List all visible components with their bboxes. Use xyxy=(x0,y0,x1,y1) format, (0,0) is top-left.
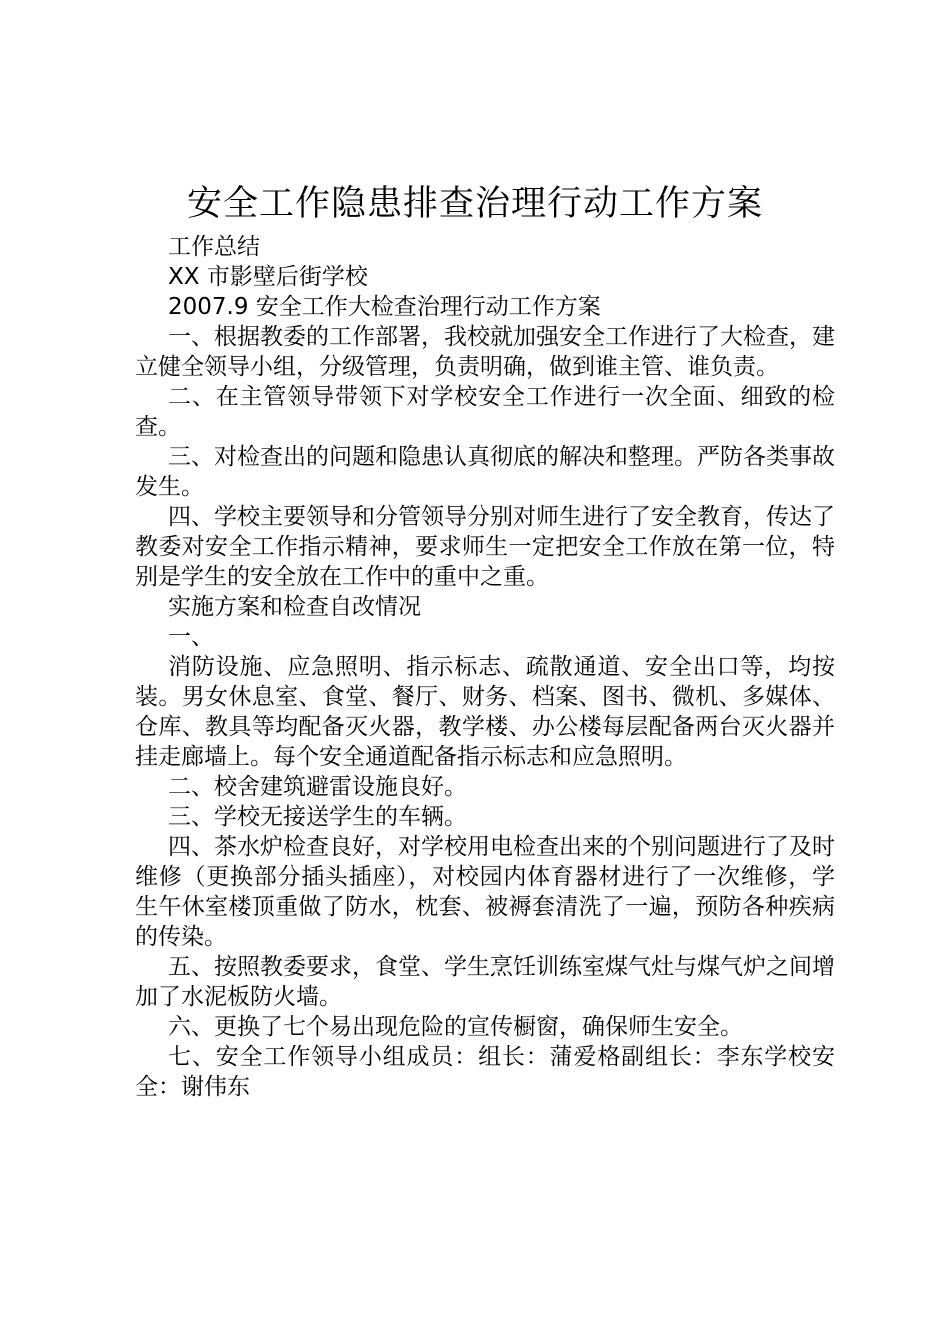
paragraph-section-item-6: 六、更换了七个易出现危险的宣传橱窗，确保师生安全。 xyxy=(168,1014,743,1040)
document-title: 安全工作隐患排查治理行动工作方案 xyxy=(186,184,763,224)
paragraph-section-item-4: 四、茶水炉检查良好，对学校用电检查出来的个别问题进行了及时维修（更换部分插头插座），对校园内体育器材进行了一次维修，学生午休室楼顶重做了防水，枕套、被褥套清洗了一遍，预防各种疾病的传染。 xyxy=(135,834,835,950)
paragraph-section-item-5: 五、按照教委要求，食堂、学生烹饪训练室煤气灶与煤气炉之间增加了水泥板防火墙。 xyxy=(135,954,835,1010)
paragraph-section-heading: 实施方案和检查自改情况 xyxy=(168,594,421,620)
paragraph-item-1: 一、根据教委的工作部署，我校就加强安全工作进行了大检查，建立健全领导小组，分级管理，负责明确，做到谁主管、谁负责。 xyxy=(135,324,835,380)
paragraph-section-item-2: 二、校舍建筑避雷设施良好。 xyxy=(168,774,467,800)
paragraph-plan-heading: 2007.9 安全工作大检查治理行动工作方案 xyxy=(168,294,601,320)
paragraph-section-item-3: 三、学校无接送学生的车辆。 xyxy=(168,804,467,830)
paragraph-item-4: 四、学校主要领导和分管领导分别对师生进行了安全教育，传达了教委对安全工作指示精神，要求师生一定把安全工作放在第一位，特别是学生的安全放在工作中的重中之重。 xyxy=(135,504,835,590)
document-body xyxy=(135,232,835,1102)
paragraph-section-item-7: 七、安全工作领导小组成员：组长：蒲爱格副组长：李东学校安全：谢伟东 xyxy=(135,1044,835,1100)
paragraph-fire-facilities: 消防设施、应急照明、指示标志、疏散通道、安全出口等，均按装。男女休息室、食堂、餐厅、财务、档案、图书、微机、多媒体、仓库、教具等均配备灭火器，教学楼、办公楼每层配备两台灭火器并挂走廊墙上。每个安全通道配备指示标志和应急照明。 xyxy=(135,654,835,770)
paragraph-school-name: XX 市影壁后街学校 xyxy=(168,264,368,290)
paragraph-section-item-1-label: 一、 xyxy=(168,624,214,650)
paragraph-item-2: 二、在主管领导带领下对学校安全工作进行一次全面、细致的检查。 xyxy=(135,384,835,440)
paragraph-item-3: 三、对检查出的问题和隐患认真彻底的解决和整理。严防各类事故发生。 xyxy=(135,444,835,500)
paragraph-work-summary: 工作总结 xyxy=(168,234,260,260)
